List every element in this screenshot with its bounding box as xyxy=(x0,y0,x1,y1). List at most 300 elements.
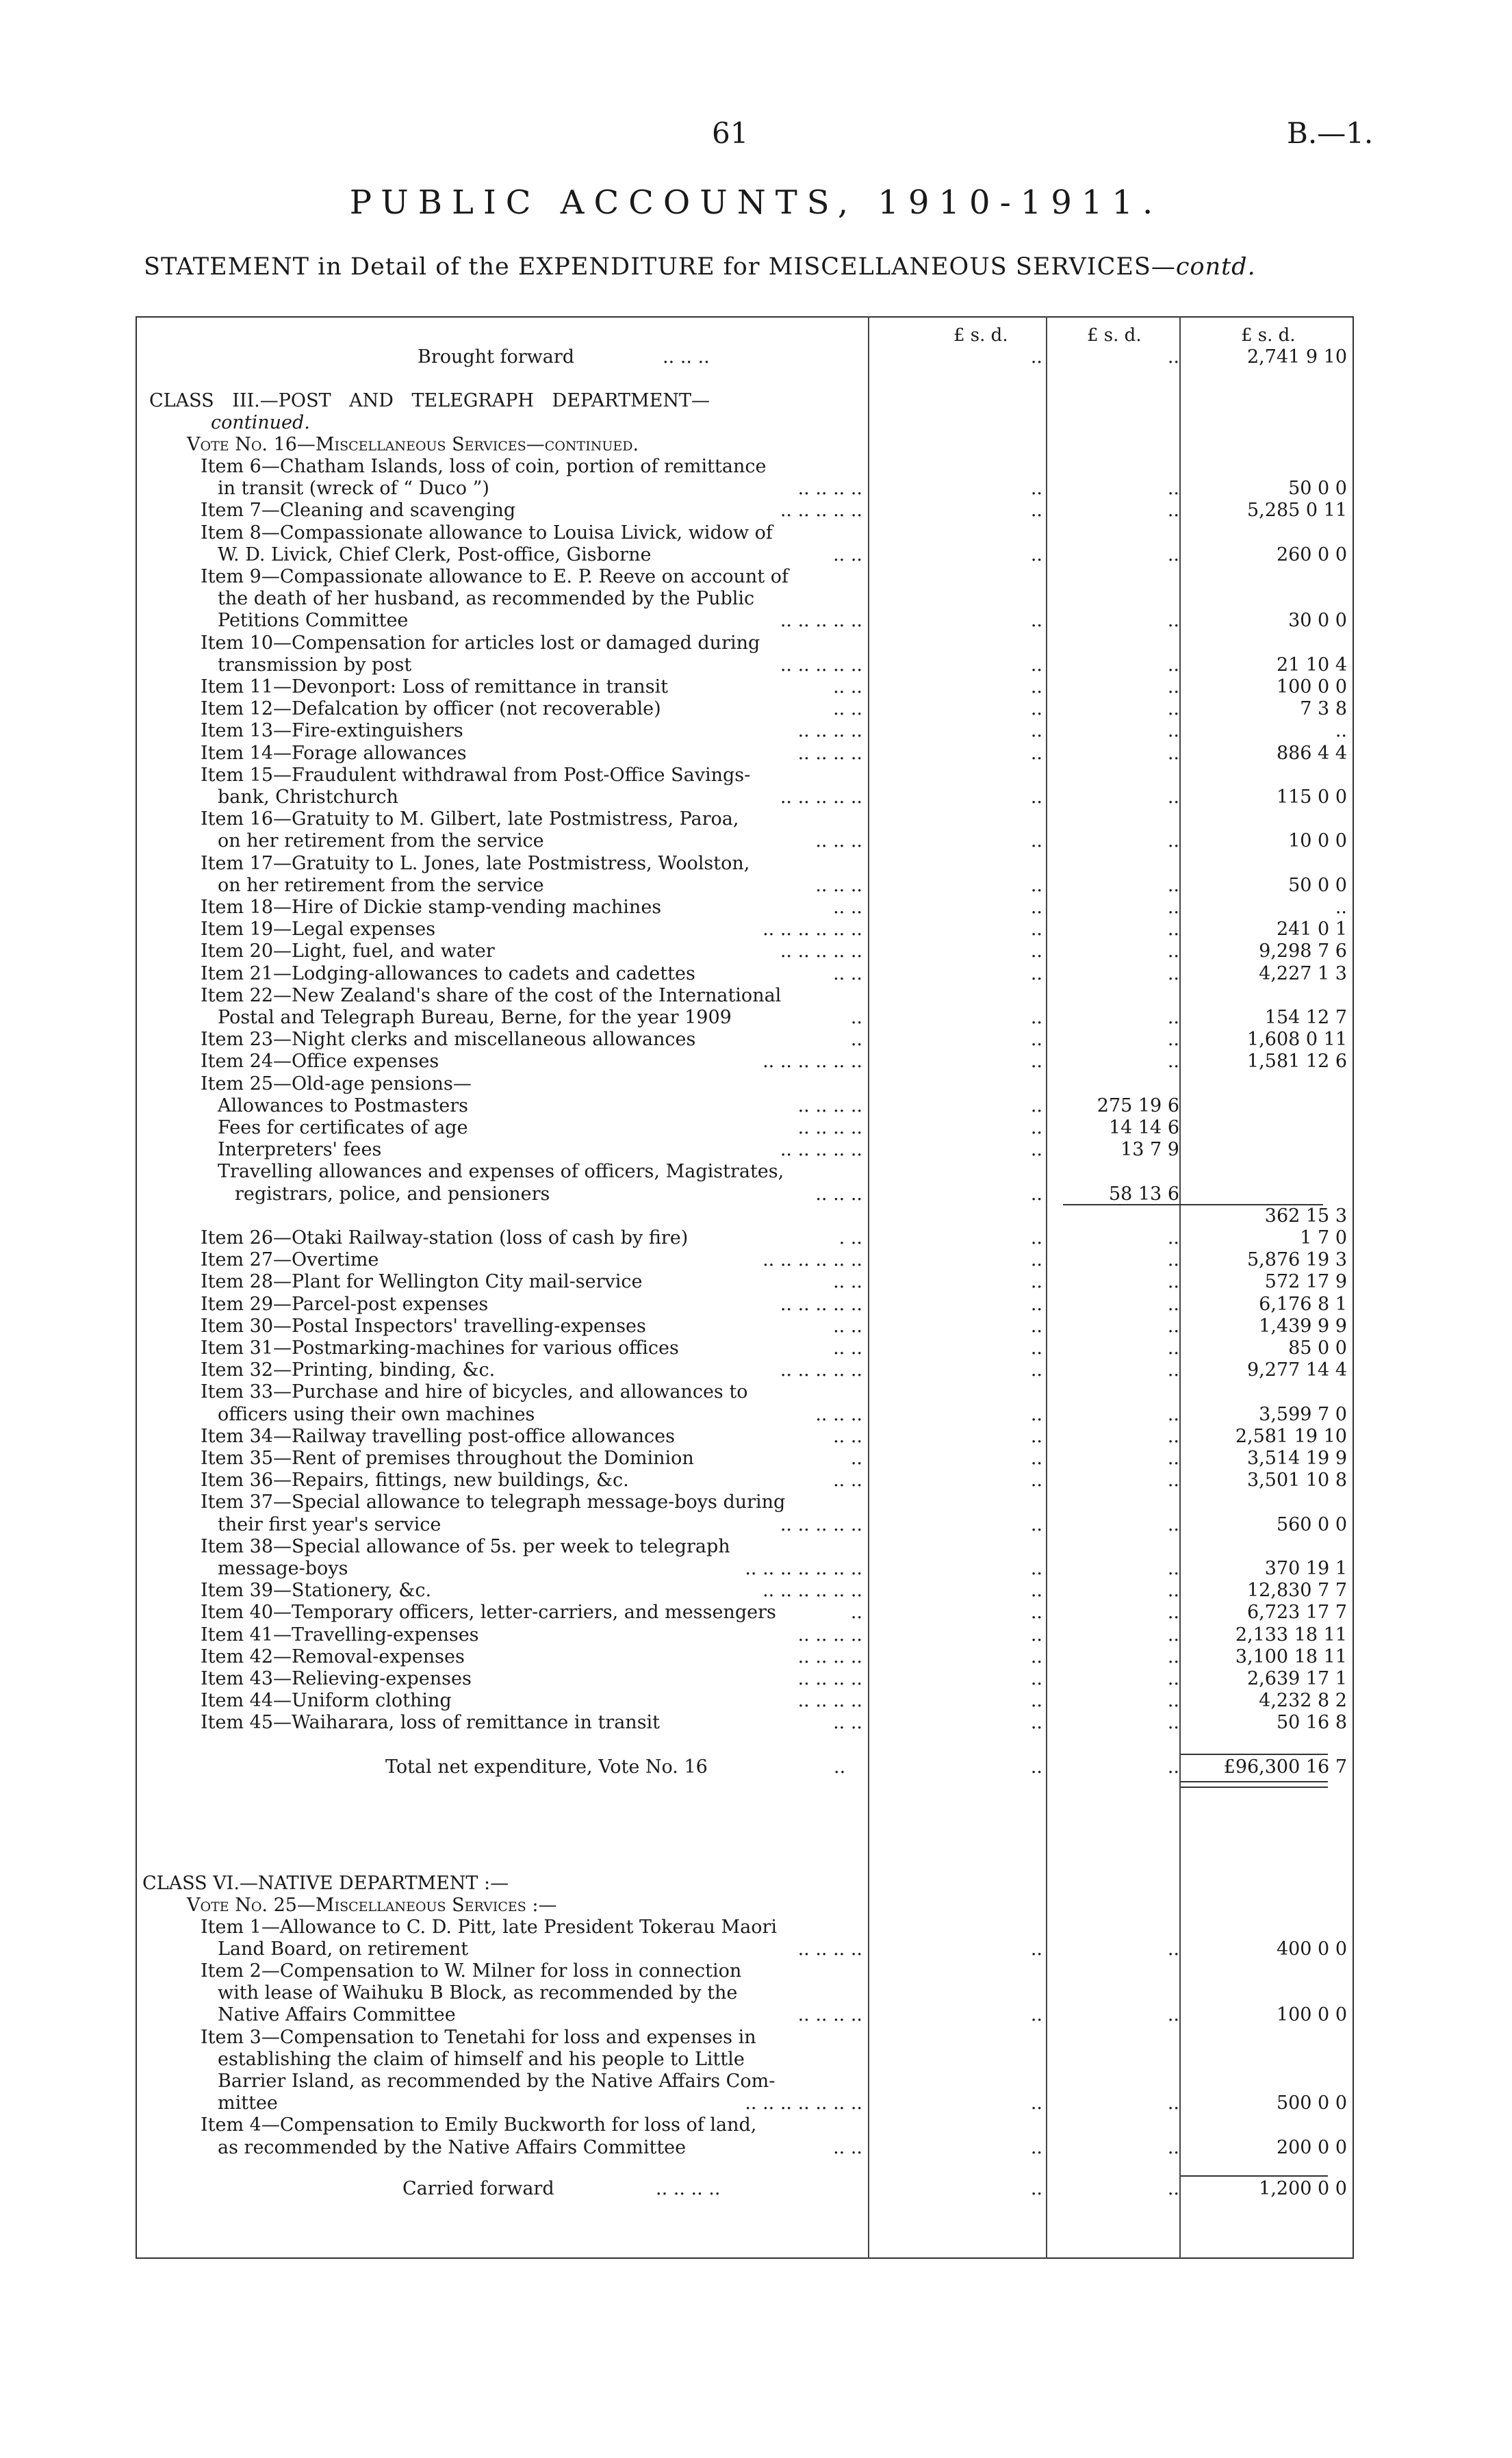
table-row xyxy=(136,1316,1354,1337)
table-row xyxy=(136,610,1354,632)
row-leader-dots: .. .. .. xyxy=(815,874,862,896)
cell-col3: 6,723 17 7 xyxy=(1247,1602,1347,1624)
cell-col1: .. xyxy=(1030,1756,1042,1778)
table-row xyxy=(136,1448,1354,1470)
item-description: Postal and Telegraph Bureau, Berne, for the year 1909 xyxy=(218,1007,732,1028)
vote-title: Vote No. 16—Miscellaneous Services—continued. xyxy=(187,434,639,455)
cell-col3: 6,176 8 1 xyxy=(1259,1293,1347,1315)
table-row xyxy=(136,743,1354,765)
table-row xyxy=(136,1337,1354,1359)
cell-col1: .. xyxy=(1030,720,1042,742)
row-leader-dots: .. .. .. .. xyxy=(797,1690,862,1712)
row-leader-dots: .. .. .. .. .. xyxy=(780,786,862,808)
item-description: Item 11—Devonport: Loss of remittance in transit xyxy=(201,676,669,697)
cell-col2: .. xyxy=(1167,919,1179,940)
table-row xyxy=(136,1359,1354,1381)
cell-col3: 50 16 8 xyxy=(1276,1712,1347,1734)
item-description: Item 25—Old-age pensions— xyxy=(201,1073,472,1094)
row-leader-dots: .. .. .. .. .. .. xyxy=(763,1051,862,1073)
cell-col3: 3,514 19 9 xyxy=(1247,1448,1347,1469)
row-leader-dots: .. .. xyxy=(833,962,862,984)
row-leader-dots: .. .. .. xyxy=(815,1403,862,1425)
table-row xyxy=(136,1938,1354,1960)
item-description: Item 6—Chatham Islands, loss of coin, portion of remittance xyxy=(201,456,767,477)
cell-col2: .. xyxy=(1167,1756,1179,1778)
row-leader-dots: .. .. .. .. xyxy=(797,478,862,500)
item-description: Item 18—Hire of Dickie stamp-vending machines xyxy=(201,897,662,918)
table-row xyxy=(136,1381,1354,1403)
class-iii-continued xyxy=(136,412,1354,434)
cell-col1: .. xyxy=(1030,1425,1042,1447)
table-row xyxy=(136,786,1354,808)
cell-col2: .. xyxy=(1167,1315,1179,1337)
cell-col1: .. xyxy=(1030,786,1042,808)
item-description: Allowances to Postmasters xyxy=(218,1094,469,1116)
cell-col3: 1,439 9 9 xyxy=(1259,1315,1347,1337)
table-row xyxy=(136,654,1354,676)
cell-col3: .. xyxy=(1335,720,1347,742)
item-description: Barrier Island, as recommended by the Native Affairs Com- xyxy=(218,2071,776,2092)
item-description: Item 16—Gratuity to M. Gilbert, late Postmistress, Paroa, xyxy=(201,808,739,830)
class-vi-heading xyxy=(136,1873,1354,1895)
row-leader-dots: .. .. .. .. .. xyxy=(780,1293,862,1315)
table-row xyxy=(136,1117,1354,1139)
cell-col2: 275 19 6 xyxy=(1097,1094,1179,1116)
item-description: Native Affairs Committee xyxy=(218,2004,456,2026)
cell-col3: 9,298 7 6 xyxy=(1259,940,1347,962)
table-row xyxy=(136,2114,1354,2136)
table-row xyxy=(136,500,1354,522)
row-leader-dots: .. .. .. .. .. .. .. xyxy=(745,2092,862,2114)
table-row xyxy=(136,1161,1354,1183)
table-row xyxy=(136,698,1354,720)
cell-col3: 9,277 14 4 xyxy=(1247,1359,1347,1381)
cell-col1: .. xyxy=(1030,698,1042,720)
table-row xyxy=(136,1271,1354,1293)
cell-col2: .. xyxy=(1167,1051,1179,1073)
table-row xyxy=(136,632,1354,654)
item-description: Item 9—Compassionate allowance to E. P. Reeve on account of xyxy=(201,566,789,587)
row-leader-dots: .. .. .. .. xyxy=(797,2004,862,2026)
cell-col3: 21 10 4 xyxy=(1276,654,1347,676)
cell-col1: .. xyxy=(1030,962,1042,984)
table-row xyxy=(136,897,1354,919)
row-leader-dots: .. .. .. .. .. xyxy=(780,1359,862,1381)
item-description: on her retirement from the service xyxy=(218,830,544,852)
item-description: with lease of Waihuku B Block, as recommended by the xyxy=(218,1982,738,2004)
cell-col2: .. xyxy=(1167,1337,1179,1359)
table-row xyxy=(136,2071,1354,2092)
cell-col2: .. xyxy=(1167,1448,1179,1469)
cell-col1: .. xyxy=(1030,1183,1042,1205)
cell-col3: 1,581 12 6 xyxy=(1247,1051,1347,1073)
item-description: Item 17—Gratuity to L. Jones, late Postmistress, Woolston, xyxy=(201,852,750,874)
cell-col1: .. xyxy=(1030,1668,1042,1689)
cell-col3: 4,232 8 2 xyxy=(1259,1690,1347,1712)
row-leader-dots: .. xyxy=(850,1602,862,1624)
table-row xyxy=(136,1602,1354,1624)
row-leader-dots: .. .. .. .. .. xyxy=(780,500,862,522)
cell-col2: .. xyxy=(1167,1029,1179,1051)
cell-col3: 85 0 0 xyxy=(1288,1337,1347,1359)
vote-title: Vote No. 25—Miscellaneous Services :— xyxy=(187,1894,557,1916)
item-description: Item 14—Forage allowances xyxy=(201,742,467,764)
cell-col1: .. xyxy=(1030,919,1042,940)
table-row xyxy=(136,1095,1354,1117)
item-description: establishing the claim of himself and his people to Little xyxy=(218,2048,745,2070)
item-description: Item 41—Travelling-expenses xyxy=(201,1624,479,1646)
cell-col2: .. xyxy=(1167,1425,1179,1447)
cell-col2: .. xyxy=(1167,543,1179,565)
row-leader-dots: .. .. xyxy=(833,1315,862,1337)
cell-col2: 58 13 6 xyxy=(1108,1183,1179,1205)
item-description: as recommended by the Native Affairs Committee xyxy=(218,2136,687,2158)
row-leader-dots: .. .. xyxy=(833,676,862,697)
cell-col3: 5,876 19 3 xyxy=(1247,1249,1347,1271)
row-leader-dots: .. .. .. .. xyxy=(797,1646,862,1667)
document-reference: B.—1. xyxy=(1287,116,1374,150)
cell-col1: .. xyxy=(1030,1602,1042,1624)
item-description: the death of her husband, as recommended by the Public xyxy=(218,588,755,610)
table-row xyxy=(136,1426,1354,1448)
row-leader-dots: .. xyxy=(834,1756,846,1778)
item-description: Item 31—Postmarking-machines for various offices xyxy=(201,1337,679,1359)
row-label: Carried forward xyxy=(402,2177,554,2199)
carried-forward-top-rule xyxy=(1181,2175,1328,2177)
item-description: Item 45—Waiharara, loss of remittance in transit xyxy=(201,1712,661,1734)
row-leader-dots: .. .. xyxy=(833,698,862,720)
cell-col3: 12,830 7 7 xyxy=(1247,1580,1347,1602)
item-description: Item 34—Railway travelling post-office allowances xyxy=(201,1425,675,1447)
cell-col1: .. xyxy=(1030,1117,1042,1138)
cell-col1: .. xyxy=(1030,654,1042,676)
item-description: W. D. Livick, Chief Clerk, Post-office, Gisborne xyxy=(218,543,652,565)
item-description: Item 27—Overtime xyxy=(201,1249,379,1271)
table-row xyxy=(136,544,1354,566)
statement-contd: contd. xyxy=(1175,253,1256,281)
table-row xyxy=(136,676,1354,698)
statement-main: STATEMENT in Detail of the EXPENDITURE for MISCELLANEOUS SERVICES— xyxy=(144,253,1176,281)
cell-col2: .. xyxy=(1167,1359,1179,1381)
cell-col2: .. xyxy=(1167,676,1179,697)
cell-col1: .. xyxy=(1030,676,1042,697)
cell-col3: 560 0 0 xyxy=(1276,1513,1347,1535)
table-row xyxy=(136,1227,1354,1249)
cell-col2: .. xyxy=(1167,720,1179,742)
table-row xyxy=(136,808,1354,830)
cell-col2: .. xyxy=(1167,346,1179,368)
item-description: Petitions Committee xyxy=(218,610,409,632)
table-row xyxy=(136,1624,1354,1646)
row-leader-dots: .. xyxy=(850,1448,862,1469)
cell-col1: .. xyxy=(1030,500,1042,522)
cell-col3: 3,501 10 8 xyxy=(1247,1470,1347,1492)
item-description: Item 44—Uniform clothing xyxy=(201,1690,452,1712)
row-leader-dots: .. .. .. .. xyxy=(797,1668,862,1689)
row-label: Total net expenditure, Vote No. 16 xyxy=(385,1756,708,1778)
item-description: Item 32—Printing, binding, &c. xyxy=(201,1359,496,1381)
expenditure-table xyxy=(136,316,1354,2259)
item-description: Item 26—Otaki Railway-station (loss of cash by fire) xyxy=(201,1227,689,1249)
cell-col1: .. xyxy=(1030,742,1042,764)
table-row xyxy=(136,1558,1354,1580)
cell-col2: .. xyxy=(1167,2177,1179,2199)
cell-col1: .. xyxy=(1030,543,1042,565)
table-row xyxy=(136,1668,1354,1690)
row-leader-dots: .. .. .. .. .. xyxy=(780,654,862,676)
row-leader-dots: .. .. xyxy=(833,1337,862,1359)
item-description: Item 13—Fire-extinguishers xyxy=(201,720,463,742)
row-leader-dots: .. .. .. .. .. .. xyxy=(763,919,862,940)
row-leader-dots: .. .. .. .. xyxy=(797,720,862,742)
cell-col3: 241 0 1 xyxy=(1276,919,1347,940)
table-row xyxy=(136,1492,1354,1513)
vote-heading xyxy=(136,434,1354,456)
class-heading: CLASS VI.—NATIVE DEPARTMENT :— xyxy=(142,1872,509,1894)
cell-col3: 1,608 0 11 xyxy=(1247,1029,1347,1051)
table-row xyxy=(136,1646,1354,1668)
row-leader-dots: .. xyxy=(850,1029,862,1051)
item-description: Item 4—Compensation to Emily Buckworth for loss of land, xyxy=(201,2114,757,2136)
cell-col1: .. xyxy=(1030,478,1042,500)
cell-col2: .. xyxy=(1167,742,1179,764)
cell-col1: .. xyxy=(1030,1139,1042,1161)
cell-col1: .. xyxy=(1030,1558,1042,1579)
item-description: in transit (wreck of “ Duco ”) xyxy=(218,478,489,500)
total-double-rule xyxy=(1181,1781,1328,1788)
cell-col3: 154 12 7 xyxy=(1264,1007,1347,1028)
total-top-rule xyxy=(1181,1754,1328,1755)
cell-col1: .. xyxy=(1030,2177,1042,2199)
cell-col1: .. xyxy=(1030,1359,1042,1381)
row-leader-dots: .. .. xyxy=(833,1425,862,1447)
item-description: mittee xyxy=(218,2092,278,2114)
cell-col1: .. xyxy=(1030,1448,1042,1469)
cell-col2: .. xyxy=(1167,2004,1179,2026)
cell-col1: .. xyxy=(1030,1337,1042,1359)
cell-col3: 115 0 0 xyxy=(1276,786,1347,808)
table-row xyxy=(136,1982,1354,2004)
cell-col2: .. xyxy=(1167,1007,1179,1028)
table-row xyxy=(136,522,1354,544)
item-description: Item 3—Compensation to Tenetahi for loss and expenses in xyxy=(201,2026,756,2048)
item-description: Item 36—Repairs, fittings, new buildings, &c. xyxy=(201,1470,629,1492)
table-row xyxy=(136,1404,1354,1426)
item-description: their first year's service xyxy=(218,1513,441,1535)
item-description: message-boys xyxy=(218,1558,348,1579)
cell-col2: .. xyxy=(1167,1227,1179,1249)
cell-col1: .. xyxy=(1030,1293,1042,1315)
cell-col2: .. xyxy=(1167,1293,1179,1315)
item-description: Item 29—Parcel-post expenses xyxy=(201,1293,489,1315)
row-leader-dots: .. .. .. .. .. xyxy=(780,610,862,632)
cell-col3: 260 0 0 xyxy=(1276,543,1347,565)
column-header-1: £ s. d. xyxy=(953,325,1008,346)
cell-col1: .. xyxy=(1030,1513,1042,1535)
cell-col2: .. xyxy=(1167,1403,1179,1425)
cell-col2: .. xyxy=(1167,830,1179,852)
vote-heading xyxy=(136,1895,1354,1917)
cell-col3: 100 0 0 xyxy=(1276,676,1347,697)
table-row xyxy=(136,1029,1354,1051)
cell-col1: .. xyxy=(1030,2136,1042,2158)
table-row xyxy=(136,1536,1354,1558)
row-leader-dots: .. .. xyxy=(833,1271,862,1293)
table-row xyxy=(136,2049,1354,2071)
table-row xyxy=(136,1960,1354,1982)
item-description: Item 10—Compensation for articles lost or damaged during xyxy=(201,632,760,654)
table-row xyxy=(136,940,1354,962)
item-description: Item 7—Cleaning and scavenging xyxy=(201,500,516,522)
cell-col3: 2,741 9 10 xyxy=(1247,346,1347,368)
cell-col2: .. xyxy=(1167,610,1179,632)
cell-col3: 370 19 1 xyxy=(1264,1558,1347,1579)
table-row xyxy=(136,765,1354,786)
cell-col3: 572 17 9 xyxy=(1264,1271,1347,1293)
table-row xyxy=(136,1051,1354,1073)
cell-col2: .. xyxy=(1167,500,1179,522)
cell-col1: .. xyxy=(1030,1646,1042,1667)
cell-col3: .. xyxy=(1335,897,1347,918)
row-leader-dots: .. .. xyxy=(833,1712,862,1734)
cell-col2: .. xyxy=(1167,1249,1179,1271)
row-leader-dots: .. .. .. xyxy=(815,1183,862,1205)
cell-col3: 400 0 0 xyxy=(1276,1938,1347,1960)
cell-col2: .. xyxy=(1167,2092,1179,2114)
cell-col2: .. xyxy=(1167,698,1179,720)
page-title: PUBLIC ACCOUNTS, 1910-1911. xyxy=(349,183,1163,222)
table-row xyxy=(136,2137,1354,2159)
statement-heading xyxy=(144,253,1256,281)
item-description: bank, Christchurch xyxy=(218,786,398,808)
cell-col3: 3,100 18 11 xyxy=(1235,1646,1347,1667)
cell-col1: .. xyxy=(1030,874,1042,896)
table-row xyxy=(136,830,1354,852)
cell-col2: .. xyxy=(1167,1668,1179,1689)
cell-col3: 100 0 0 xyxy=(1276,2004,1347,2026)
cell-col2: .. xyxy=(1167,1646,1179,1667)
cell-col3: 10 0 0 xyxy=(1288,830,1347,852)
item-description: Item 2—Compensation to W. Milner for loss in connection xyxy=(201,1960,742,1982)
cell-col3: 4,227 1 3 xyxy=(1259,962,1347,984)
column-header-2: £ s. d. xyxy=(1087,325,1142,346)
cell-col3: 50 0 0 xyxy=(1288,874,1347,896)
item-description: Item 24—Office expenses xyxy=(201,1051,439,1073)
table-row xyxy=(136,1183,1354,1205)
cell-col1: .. xyxy=(1030,1624,1042,1646)
table-row xyxy=(136,1690,1354,1712)
table-row xyxy=(136,588,1354,610)
cell-col3: 50 0 0 xyxy=(1288,478,1347,500)
item-description: Travelling allowances and expenses of officers, Magistrates, xyxy=(218,1161,784,1183)
table-row xyxy=(136,1139,1354,1161)
cell-col1: .. xyxy=(1030,1580,1042,1602)
cell-col3: 5,285 0 11 xyxy=(1247,500,1347,522)
row-leader-dots: . .. xyxy=(838,1227,862,1249)
cell-col1: .. xyxy=(1030,940,1042,962)
row-leader-dots: .. .. .. .. .. .. xyxy=(763,1249,862,1271)
cell-col2: .. xyxy=(1167,2136,1179,2158)
table-row xyxy=(136,963,1354,985)
table-row xyxy=(136,1917,1354,1938)
item-description: transmission by post xyxy=(218,654,412,676)
row-leader-dots: .. .. .. .. xyxy=(656,2177,721,2199)
item-description: Item 28—Plant for Wellington City mail-service xyxy=(201,1271,643,1293)
cell-col2: .. xyxy=(1167,1513,1179,1535)
item-description: Item 23—Night clerks and miscellaneous allowances xyxy=(201,1029,696,1051)
cell-col1: .. xyxy=(1030,2092,1042,2114)
row-leader-dots: .. .. xyxy=(833,1470,862,1492)
cell-col1: .. xyxy=(1030,610,1042,632)
item-description: Item 38—Special allowance of 5s. per week to telegraph xyxy=(201,1535,730,1557)
cell-col1: .. xyxy=(1030,346,1042,368)
row-leader-dots: .. .. .. .. xyxy=(797,1094,862,1116)
row-leader-dots: .. .. .. xyxy=(663,346,710,368)
cell-col1: .. xyxy=(1030,1712,1042,1734)
row-leader-dots: .. .. .. .. xyxy=(797,1938,862,1960)
table-row xyxy=(136,985,1354,1007)
cell-col1: .. xyxy=(1030,2004,1042,2026)
row-leader-dots: .. .. xyxy=(833,2136,862,2158)
cell-col3: 2,639 17 1 xyxy=(1247,1668,1347,1689)
cell-col2: .. xyxy=(1167,1712,1179,1734)
class-heading: CLASS III.—POST AND TELEGRAPH DEPARTMENT— xyxy=(149,390,710,411)
item-description: registrars, police, and pensioners xyxy=(235,1183,550,1205)
item-description: Item 21—Lodging-allowances to cadets and cadettes xyxy=(201,962,695,984)
table-row xyxy=(136,720,1354,742)
row-leader-dots: .. .. .. .. xyxy=(797,1117,862,1138)
cell-col2: .. xyxy=(1167,786,1179,808)
cell-col2: 13 7 9 xyxy=(1120,1139,1179,1161)
cell-col1: .. xyxy=(1030,897,1042,918)
cell-col2: .. xyxy=(1167,897,1179,918)
item-description: Item 19—Legal expenses xyxy=(201,919,436,940)
table-row xyxy=(136,1249,1354,1271)
cell-col2: .. xyxy=(1167,1624,1179,1646)
table-row xyxy=(136,478,1354,500)
table-row xyxy=(136,1205,1354,1227)
item-description: Item 15—Fraudulent withdrawal from Post-Office Savings- xyxy=(201,764,751,786)
table-row xyxy=(136,1073,1354,1095)
table-bottom-rule xyxy=(136,2257,1354,2259)
cell-col2: .. xyxy=(1167,1938,1179,1960)
item-description: on her retirement from the service xyxy=(218,874,544,896)
total-row xyxy=(136,1756,1354,1778)
cell-col2: 14 14 6 xyxy=(1108,1117,1179,1138)
table-row xyxy=(136,1007,1354,1029)
item-description: Item 43—Relieving-expenses xyxy=(201,1668,472,1689)
cell-col3: 2,133 18 11 xyxy=(1235,1624,1347,1646)
cell-col1: .. xyxy=(1030,830,1042,852)
table-row xyxy=(136,919,1354,940)
item-description: Item 20—Light, fuel, and water xyxy=(201,940,495,962)
table-row xyxy=(136,875,1354,897)
item-description: Item 42—Removal-expenses xyxy=(201,1646,465,1667)
cell-col2: .. xyxy=(1167,874,1179,896)
cell-col2: .. xyxy=(1167,1580,1179,1602)
item-description: Item 22—New Zealand's share of the cost of the International xyxy=(201,984,782,1006)
cell-col2: .. xyxy=(1167,940,1179,962)
class-heading-continued: continued. xyxy=(211,412,310,433)
cell-col3: 2,581 19 10 xyxy=(1235,1425,1347,1447)
page-number: 61 xyxy=(712,116,749,150)
cell-col3: 1 7 0 xyxy=(1300,1227,1347,1249)
column-header-3: £ s. d. xyxy=(1241,325,1296,346)
cell-col1: .. xyxy=(1030,1029,1042,1051)
item-description: Item 1—Allowance to C. D. Pitt, late President Tokerau Maori xyxy=(201,1916,778,1938)
row-leader-dots: .. .. .. .. xyxy=(797,742,862,764)
table-row xyxy=(136,456,1354,478)
